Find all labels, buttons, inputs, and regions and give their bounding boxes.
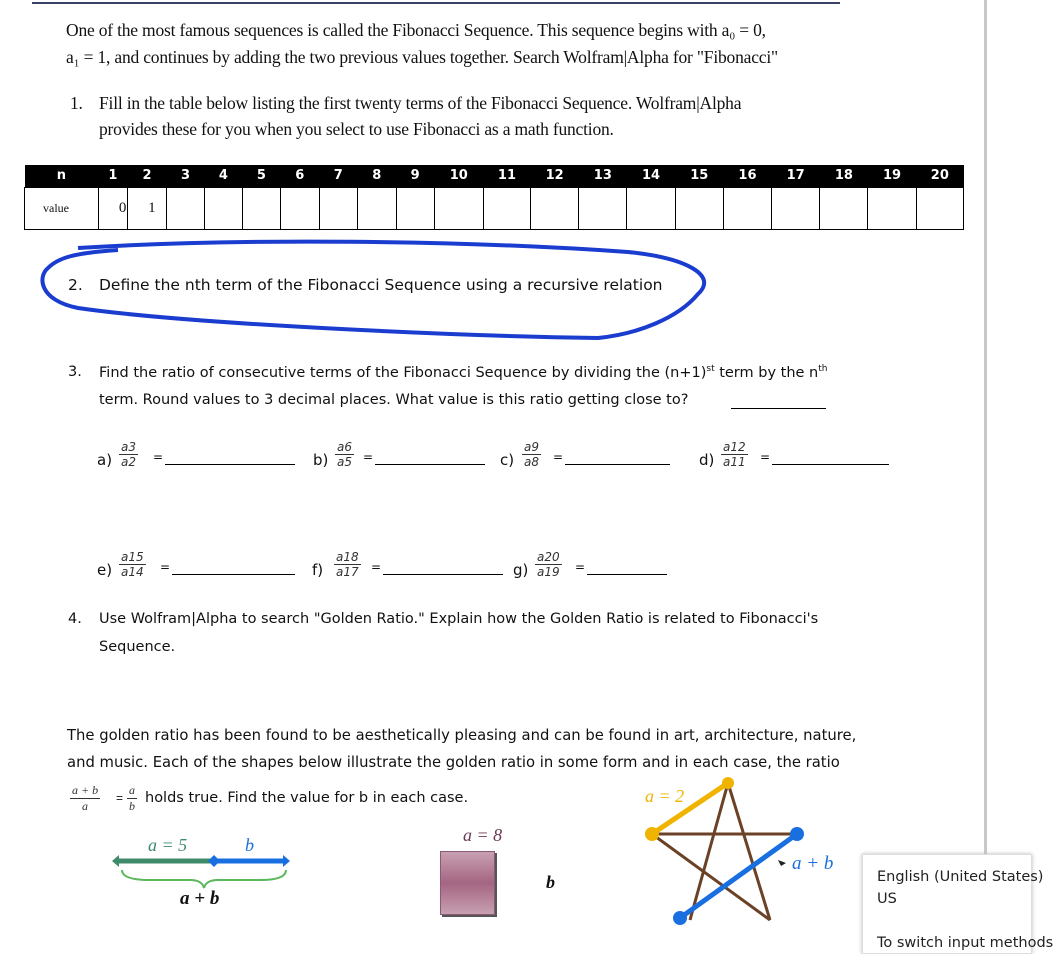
q3-sup-st: st bbox=[706, 364, 715, 374]
header-n-20: 20 bbox=[916, 165, 963, 187]
ratio-answer-blank[interactable] bbox=[772, 464, 889, 465]
ratio-numerator: a18 bbox=[336, 550, 359, 564]
value-cell-17[interactable] bbox=[772, 187, 820, 229]
value-cell-18[interactable] bbox=[820, 187, 868, 229]
segment-b-label: b bbox=[245, 835, 254, 855]
ratio-fraction bbox=[119, 550, 146, 579]
value-cell-16[interactable] bbox=[723, 187, 771, 229]
ratio-fraction bbox=[535, 550, 562, 579]
value-cell-11[interactable] bbox=[483, 187, 530, 229]
header-n-10: 10 bbox=[434, 165, 483, 187]
ratio-fraction bbox=[721, 440, 748, 469]
star-a-label: a = 2 bbox=[645, 786, 685, 806]
frac-den: a bbox=[82, 799, 89, 813]
value-cell-3[interactable] bbox=[167, 187, 205, 229]
frac-num: a + b bbox=[72, 783, 99, 797]
ratio-numerator: a3 bbox=[121, 440, 136, 454]
header-n-7: 7 bbox=[319, 165, 357, 187]
header-n-18: 18 bbox=[820, 165, 868, 187]
star-sum-label: a + b bbox=[792, 853, 834, 874]
ratio-denominator: a14 bbox=[121, 565, 144, 579]
value-cell-15[interactable] bbox=[675, 187, 723, 229]
ratio-fraction bbox=[119, 440, 138, 469]
q4-number: 4. bbox=[68, 611, 82, 627]
value-cell-6[interactable] bbox=[280, 187, 319, 229]
value-cell-9[interactable] bbox=[396, 187, 434, 229]
ratio-equals: = bbox=[160, 560, 171, 574]
value-cell-1[interactable]: 0 bbox=[98, 187, 127, 229]
ratio-answer-blank[interactable] bbox=[383, 574, 503, 575]
ratio-answer-blank[interactable] bbox=[375, 464, 485, 465]
q3-sup-th: th bbox=[818, 364, 828, 374]
header-n-9: 9 bbox=[396, 165, 434, 187]
golden-line-1: The golden ratio has been found to be aesthetically pleasing and can be found in art, architecture, nature, bbox=[67, 727, 857, 744]
golden-fraction-2 bbox=[127, 783, 137, 814]
ratio-numerator: a6 bbox=[337, 440, 352, 454]
ratio-equals: = bbox=[153, 450, 164, 464]
ratio-label: c) bbox=[500, 451, 515, 469]
intro-line-2: a₁ = 1, and continues by adding the two previous values together. Search Wolfram|Alpha for "Fibonacci" bbox=[66, 47, 778, 67]
q3-answer-blank[interactable] bbox=[731, 408, 826, 409]
q3-line-2: term. Round values to 3 decimal places. What value is this ratio getting close to? bbox=[99, 392, 689, 408]
intro-line-1: One of the most famous sequences is called the Fibonacci Sequence. This sequence begins with a₀ = 0, bbox=[66, 20, 766, 40]
header-n-8: 8 bbox=[357, 165, 396, 187]
ratio-answer-blank[interactable] bbox=[172, 574, 295, 575]
ratio-denominator: a19 bbox=[537, 565, 560, 579]
q2-number: 2. bbox=[68, 276, 83, 294]
ratio-label: e) bbox=[97, 561, 113, 579]
page-edge bbox=[984, 0, 987, 950]
value-cell-20[interactable] bbox=[916, 187, 963, 229]
row-label-value: value bbox=[25, 187, 99, 229]
page-top-rule bbox=[32, 2, 840, 4]
golden-equals: = bbox=[116, 791, 124, 805]
q2-text: Define the nth term of the Fibonacci Sequence using a recursive relation bbox=[99, 276, 663, 294]
ratio-answer-blank[interactable] bbox=[565, 464, 670, 465]
header-n-14: 14 bbox=[627, 165, 675, 187]
tooltip-hint: To switch input methods bbox=[877, 935, 1053, 951]
ratio-label: a) bbox=[97, 451, 113, 469]
value-cell-12[interactable] bbox=[531, 187, 579, 229]
input-language-tooltip bbox=[862, 854, 1053, 954]
header-n-11: 11 bbox=[483, 165, 530, 187]
value-cell-5[interactable] bbox=[242, 187, 280, 229]
header-n-4: 4 bbox=[204, 165, 242, 187]
segment-a-label: a = 5 bbox=[148, 835, 188, 855]
ratio-equals: = bbox=[575, 560, 586, 574]
header-n-17: 17 bbox=[772, 165, 820, 187]
ratio-fraction bbox=[334, 550, 361, 579]
header-n-16: 16 bbox=[723, 165, 771, 187]
header-n-5: 5 bbox=[242, 165, 280, 187]
ratio-denominator: a8 bbox=[524, 455, 539, 469]
header-n-19: 19 bbox=[868, 165, 916, 187]
value-cell-13[interactable] bbox=[579, 187, 627, 229]
ratio-fraction bbox=[522, 440, 541, 469]
ratio-answer-blank[interactable] bbox=[587, 574, 667, 575]
ratio-equals: = bbox=[363, 450, 374, 464]
header-n-1: 1 bbox=[98, 165, 127, 187]
ratio-denominator: a11 bbox=[723, 455, 746, 469]
ratio-label: f) bbox=[312, 561, 324, 579]
ratio-equals: = bbox=[371, 560, 382, 574]
q3-text-a: Find the ratio of consecutive terms of the Fibonacci Sequence by dividing the (n+1) bbox=[99, 364, 707, 381]
ratio-label: d) bbox=[699, 451, 715, 469]
golden-rectangle bbox=[440, 851, 495, 915]
ratio-denominator: a5 bbox=[337, 455, 352, 469]
q3-number: 3. bbox=[68, 364, 82, 380]
value-cell-14[interactable] bbox=[627, 187, 675, 229]
frac-num: a bbox=[129, 783, 135, 797]
golden-line-2: and music. Each of the shapes below illustrate the golden ratio in some form and in each case, the ratio bbox=[67, 754, 840, 771]
ratio-equals: = bbox=[553, 450, 564, 464]
golden-fraction-1 bbox=[70, 783, 100, 814]
golden-line-3: holds true. Find the value for b in each case. bbox=[145, 790, 469, 806]
ratio-numerator: a15 bbox=[121, 550, 144, 564]
value-cell-10[interactable] bbox=[434, 187, 483, 229]
frac-den: b bbox=[129, 799, 135, 813]
value-cell-2[interactable]: 1 bbox=[128, 187, 167, 229]
ratio-label: g) bbox=[513, 561, 529, 579]
q1-line-2: provides these for you when you select to use Fibonacci as a math function. bbox=[99, 119, 614, 139]
ratio-equals: = bbox=[760, 450, 771, 464]
ratio-label: b) bbox=[313, 451, 329, 469]
tooltip-language: English (United States) bbox=[877, 869, 1044, 885]
ratio-numerator: a9 bbox=[524, 440, 539, 454]
header-n-12: 12 bbox=[531, 165, 579, 187]
ratio-denominator: a17 bbox=[336, 565, 359, 579]
ratio-denominator: a2 bbox=[121, 455, 136, 469]
header-n-3: 3 bbox=[167, 165, 205, 187]
header-n-15: 15 bbox=[675, 165, 723, 187]
q4-line-1: Use Wolfram|Alpha to search "Golden Ratio." Explain how the Golden Ratio is related to Fibonacci's bbox=[99, 611, 819, 627]
q3-text-b: term by the n bbox=[714, 364, 819, 381]
ratio-answer-blank[interactable] bbox=[165, 464, 295, 465]
segment-diagram bbox=[110, 850, 300, 890]
value-cell-7[interactable] bbox=[319, 187, 357, 229]
rect-b-label: b bbox=[546, 872, 555, 892]
header-n: n bbox=[25, 165, 99, 187]
value-cell-8[interactable] bbox=[357, 187, 396, 229]
q1-line-1: Fill in the table below listing the first twenty terms of the Fibonacci Sequence. Wolfram|Alpha bbox=[99, 93, 742, 113]
q3-line-1 bbox=[99, 364, 827, 381]
header-n-6: 6 bbox=[280, 165, 319, 187]
ratio-fraction bbox=[335, 440, 354, 469]
value-cell-19[interactable] bbox=[868, 187, 916, 229]
ratio-numerator: a20 bbox=[537, 550, 560, 564]
q1-number: 1. bbox=[70, 93, 83, 113]
ratio-numerator: a12 bbox=[723, 440, 746, 454]
segment-sum-label: a + b bbox=[180, 888, 220, 909]
value-cell-4[interactable] bbox=[204, 187, 242, 229]
header-n-2: 2 bbox=[128, 165, 167, 187]
fibonacci-table bbox=[24, 165, 964, 230]
header-n-13: 13 bbox=[579, 165, 627, 187]
rect-a-label: a = 8 bbox=[463, 825, 503, 845]
tooltip-layout: US bbox=[877, 891, 897, 907]
q4-line-2: Sequence. bbox=[99, 639, 176, 655]
